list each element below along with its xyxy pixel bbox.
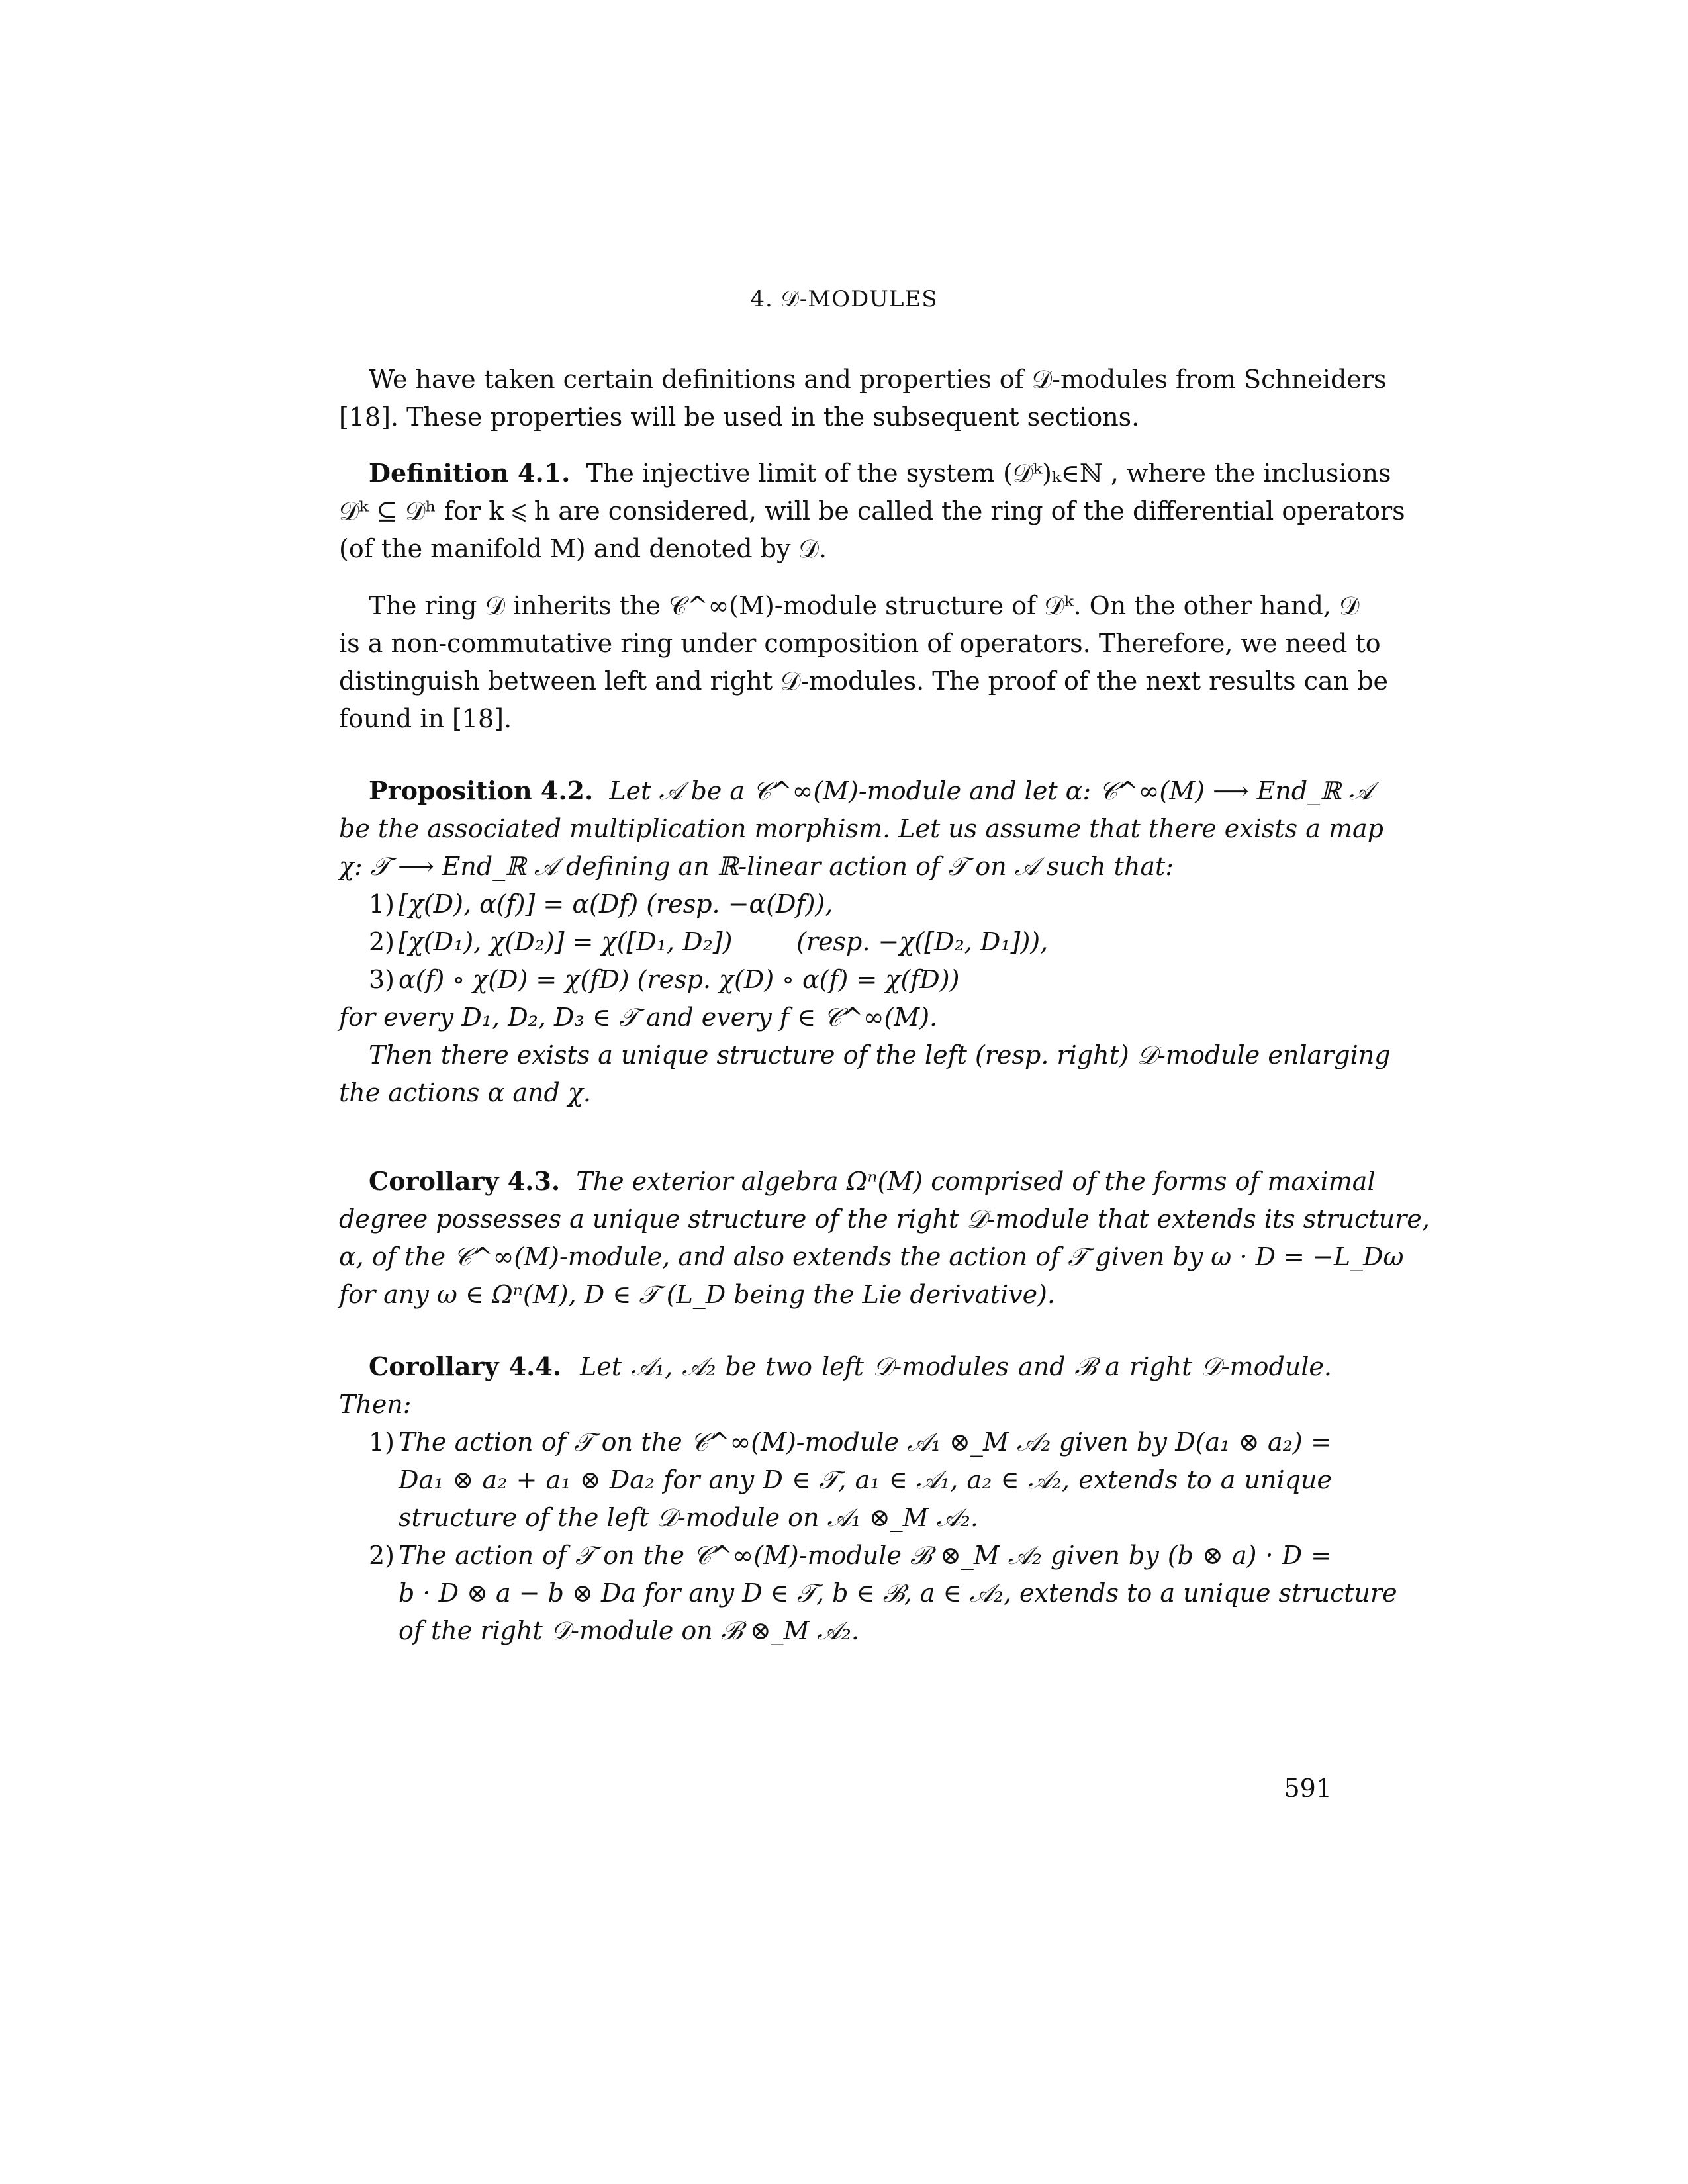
corollary43-line-2: degree possesses a unique structure of the right 𝒟-module that extends its structure, (339, 1205, 1430, 1234)
corollary43-line-3: α, of the 𝒞^∞(M)-module, and also extends the action of 𝒯 given by ω · D = −L_Dω (339, 1242, 1404, 1271)
proposition-conclusion-1: Then there exists a unique structure of the left (resp. right) 𝒟-module enlarging (369, 1040, 1391, 1069)
corollary44-line-1 (369, 1350, 1332, 1383)
proposition-item-3-number: 3) (369, 965, 395, 994)
ring-line-4: found in [18]. (339, 704, 512, 733)
corollary44-item-1-number: 1) (369, 1428, 395, 1457)
corollary44-item-2-line-3: of the right 𝒟-module on ℬ ⊗_M 𝒜₂. (399, 1616, 859, 1645)
proposition-text-1: Let 𝒜 be a 𝒞^∞(M)-module and let α: 𝒞^∞(M) ⟶ End_ℝ 𝒜 (609, 776, 1373, 805)
ring-line-3: distinguish between left and right 𝒟-modules. The proof of the next results can be (339, 666, 1389, 696)
corollary44-item-2-line-2: b · D ⊗ a − b ⊗ Da for any D ∈ 𝒯, b ∈ ℬ, a ∈ 𝒜₂, extends to a unique structure (399, 1578, 1397, 1608)
corollary44-label: Corollary 4.4. (369, 1351, 562, 1381)
proposition-label: Proposition 4.2. (369, 776, 594, 805)
proposition-item-1: [χ(D), α(f)] = α(Df) (resp. −α(Df)), (399, 889, 833, 919)
corollary44-text-1: Let 𝒜₁, 𝒜₂ be two left 𝒟-modules and ℬ a right 𝒟-module. (580, 1352, 1332, 1381)
definition-line-3: (of the manifold M) and denoted by 𝒟. (339, 534, 827, 563)
corollary44-line-2: Then: (339, 1390, 412, 1419)
proposition-line-1 (369, 774, 1373, 807)
corollary44-item-1-line-1: The action of 𝒯 on the 𝒞^∞(M)-module 𝒜₁ ⊗_M 𝒜₂ given by D(a₁ ⊗ a₂) = (399, 1428, 1332, 1457)
proposition-line-3: χ: 𝒯 ⟶ End_ℝ 𝒜 defining an ℝ-linear action of 𝒯 on 𝒜 such that: (339, 852, 1174, 881)
definition-line-2: 𝒟ᵏ ⊆ 𝒟ʰ for k ⩽ h are considered, will be called the ring of the differential operators (339, 496, 1405, 525)
intro-line-1: We have taken certain definitions and properties of 𝒟-modules from Schneiders (369, 365, 1387, 394)
definition-label: Definition 4.1. (369, 458, 571, 488)
corollary43-line-4: for any ω ∈ Ωⁿ(M), D ∈ 𝒯 (L_D being the Lie derivative). (339, 1280, 1055, 1309)
proposition-line-2: be the associated multiplication morphism. Let us assume that there exists a map (339, 814, 1383, 843)
proposition-item-1-number: 1) (369, 889, 395, 919)
ring-line-2: is a non-commutative ring under composition of operators. Therefore, we need to (339, 629, 1381, 658)
proposition-item-3: α(f) ∘ χ(D) = χ(fD) (resp. χ(D) ∘ α(f) = χ(fD)) (399, 965, 960, 994)
corollary44-item-1-line-3: structure of the left 𝒟-module on 𝒜₁ ⊗_M 𝒜₂. (399, 1503, 978, 1532)
corollary43-line-1 (369, 1165, 1376, 1198)
proposition-after: for every D₁, D₂, D₃ ∈ 𝒯 and every f ∈ 𝒞^∞(M). (339, 1003, 938, 1032)
page-number: 591 (1284, 1774, 1332, 1803)
proposition-conclusion-2: the actions α and χ. (339, 1078, 591, 1107)
intro-line-2: [18]. These properties will be used in the subsequent sections. (339, 402, 1140, 432)
ring-line-1: The ring 𝒟 inherits the 𝒞^∞(M)-module structure of 𝒟ᵏ. On the other hand, 𝒟 (369, 591, 1360, 620)
definition-text-1: The injective limit of the system (𝒟ᵏ)ₖ∈ℕ , where the inclusions (586, 459, 1391, 488)
corollary44-item-2-line-1: The action of 𝒯 on the 𝒞^∞(M)-module ℬ ⊗_M 𝒜₂ given by (b ⊗ a) · D = (399, 1541, 1332, 1570)
definition-line-1 (369, 457, 1391, 490)
running-header: 4. 𝒟-MODULES (750, 286, 938, 312)
corollary44-item-1-line-2: Da₁ ⊗ a₂ + a₁ ⊗ Da₂ for any D ∈ 𝒯, a₁ ∈ 𝒜₁, a₂ ∈ 𝒜₂, extends to a unique (399, 1465, 1332, 1494)
corollary43-text-1: The exterior algebra Ωⁿ(M) comprised of the forms of maximal (576, 1167, 1376, 1196)
proposition-item-2-number: 2) (369, 927, 395, 956)
corollary44-item-2-number: 2) (369, 1541, 395, 1570)
corollary43-label: Corollary 4.3. (369, 1166, 561, 1196)
proposition-item-2: [χ(D₁), χ(D₂)] = χ([D₁, D₂]) (resp. −χ([D₂, D₁])), (399, 927, 1049, 956)
